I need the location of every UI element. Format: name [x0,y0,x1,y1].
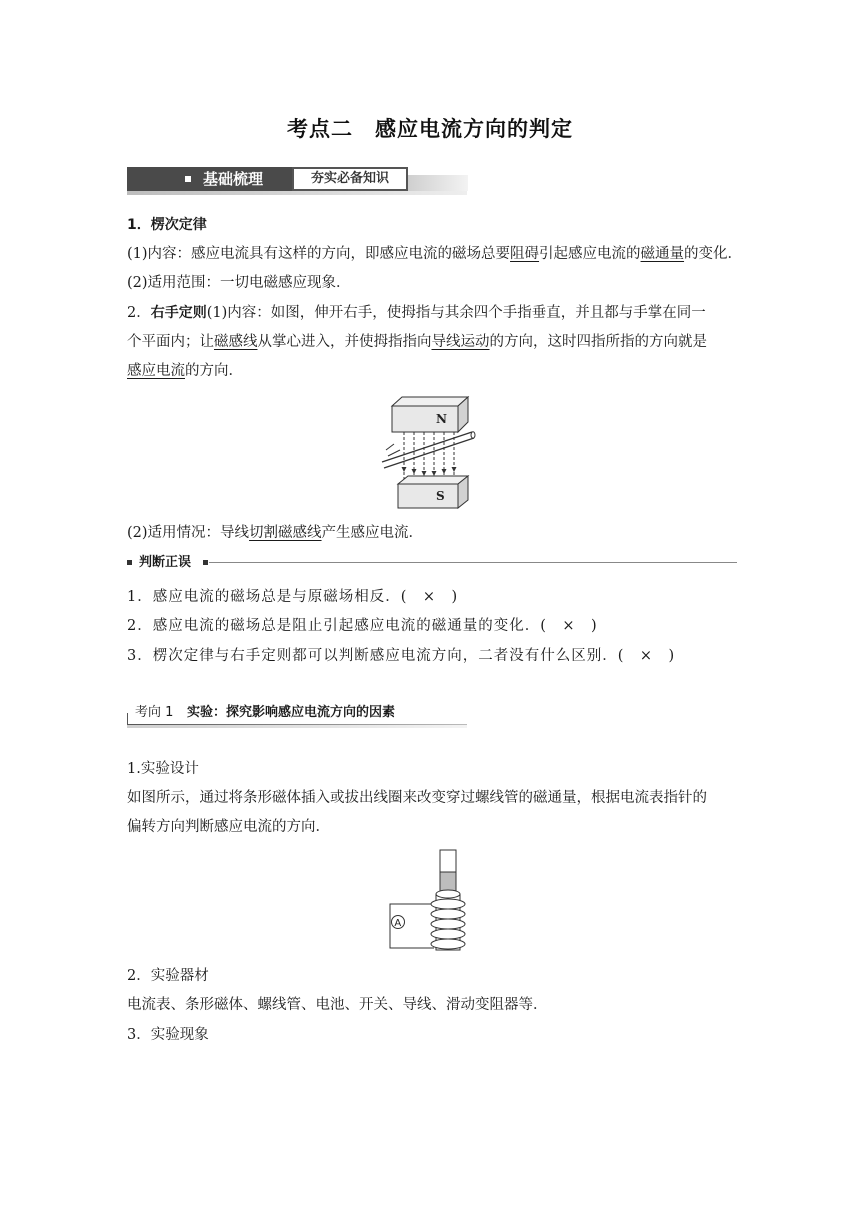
magnet-s-label: S [436,489,445,503]
ammeter-label: A [394,918,402,929]
judge-section-header [127,553,737,573]
underline-term: 切割磁感线 [249,525,322,541]
banner-shadow [127,191,467,195]
underline-term: 磁感线 [214,334,258,350]
banner-light-label: 夯实必备知识 [292,167,408,191]
text: 从掌心进入，并使拇指指向 [257,334,432,350]
kaoxiang-number: 考向 1 [135,705,174,720]
banner-dark-label: 基础梳理 [203,170,264,188]
banner-tail [408,175,468,191]
right-hand-rule-line2 [127,331,737,353]
experiment-phenomenon-heading: 3．实验现象 [127,1027,209,1043]
magnet-n-label: N [436,412,447,426]
text: (2)适用情况：导线 [127,525,250,541]
divider-shadow [127,725,467,728]
judge-item: 1．感应电流的磁场总是与原磁场相反．( × ) [127,589,459,605]
experiment-design-text-2: 偏转方向判断感应电流的方向． [127,819,330,835]
experiment-design-heading: 1.实验设计 [127,761,199,777]
section-banner [127,167,467,195]
magnet-wire-figure [380,392,480,514]
lenz-law-scope: (2)适用范围：一切电磁感应现象． [127,275,351,291]
judge-item: 3．楞次定律与右手定则都可以判断感应电流方向，二者没有什么区别．( × ) [127,648,676,664]
right-hand-rule-line1 [127,302,737,324]
experiment-equipment-text: 电流表、条形磁体、螺线管、电池、开关、导线、滑动变阻器等． [127,997,548,1013]
judge-item: 2．感应电流的磁场总是阻止引起感应电流的磁通量的变化．( × ) [127,618,598,634]
text: 引起感应电流的 [539,246,641,262]
text: (1)内容：感应电流具有这样的方向，即感应电流的磁场总要 [127,246,511,262]
experiment-equipment-heading: 2．实验器材 [127,968,209,984]
text: 的变化． [684,246,743,262]
text: 的方向． [185,363,243,379]
experiment-design-text-1: 如图所示，通过将条形磁体插入或拔出线圈来改变穿过螺线管的磁通量，根据电流表指针的 [127,790,707,806]
square-bullet-icon [185,176,191,182]
text: 2． [127,305,151,321]
title-part2: 感应电流方向的判定 [375,117,573,141]
solenoid-figure [384,846,484,956]
text: 个平面内；让 [127,334,214,350]
text: (1)内容：如图，伸开右手，使拇指与其余四个手指垂直，并且都与手掌在同一 [206,305,706,321]
text: 产生感应电流． [321,525,424,541]
text: 的方向，这时四指所指的方向就是 [489,334,707,350]
right-hand-rule-usage [127,522,737,544]
underline-term: 阻碍 [510,246,540,262]
kaoxiang-header [127,703,467,725]
banner-dark [127,167,292,191]
judge-label: 判断正误 [139,555,192,570]
kaoxiang-title: 实验：探究影响感应电流方向的因素 [186,705,395,720]
underline-term: 磁通量 [640,246,685,262]
title-part1: 考点二 [287,117,353,141]
right-hand-rule-heading: 右手定则 [150,305,207,321]
underline-term: 导线运动 [431,334,490,350]
lenz-law-heading: 1．楞次定律 [127,217,207,233]
underline-term: 感应电流 [127,363,185,379]
divider [209,562,737,563]
square-bullet-icon [127,560,132,565]
square-bullet-icon [203,560,208,565]
kaoxiang-label [135,703,395,723]
page-title [0,113,860,143]
right-hand-rule-line3 [127,360,737,382]
lenz-law-content [127,243,743,265]
